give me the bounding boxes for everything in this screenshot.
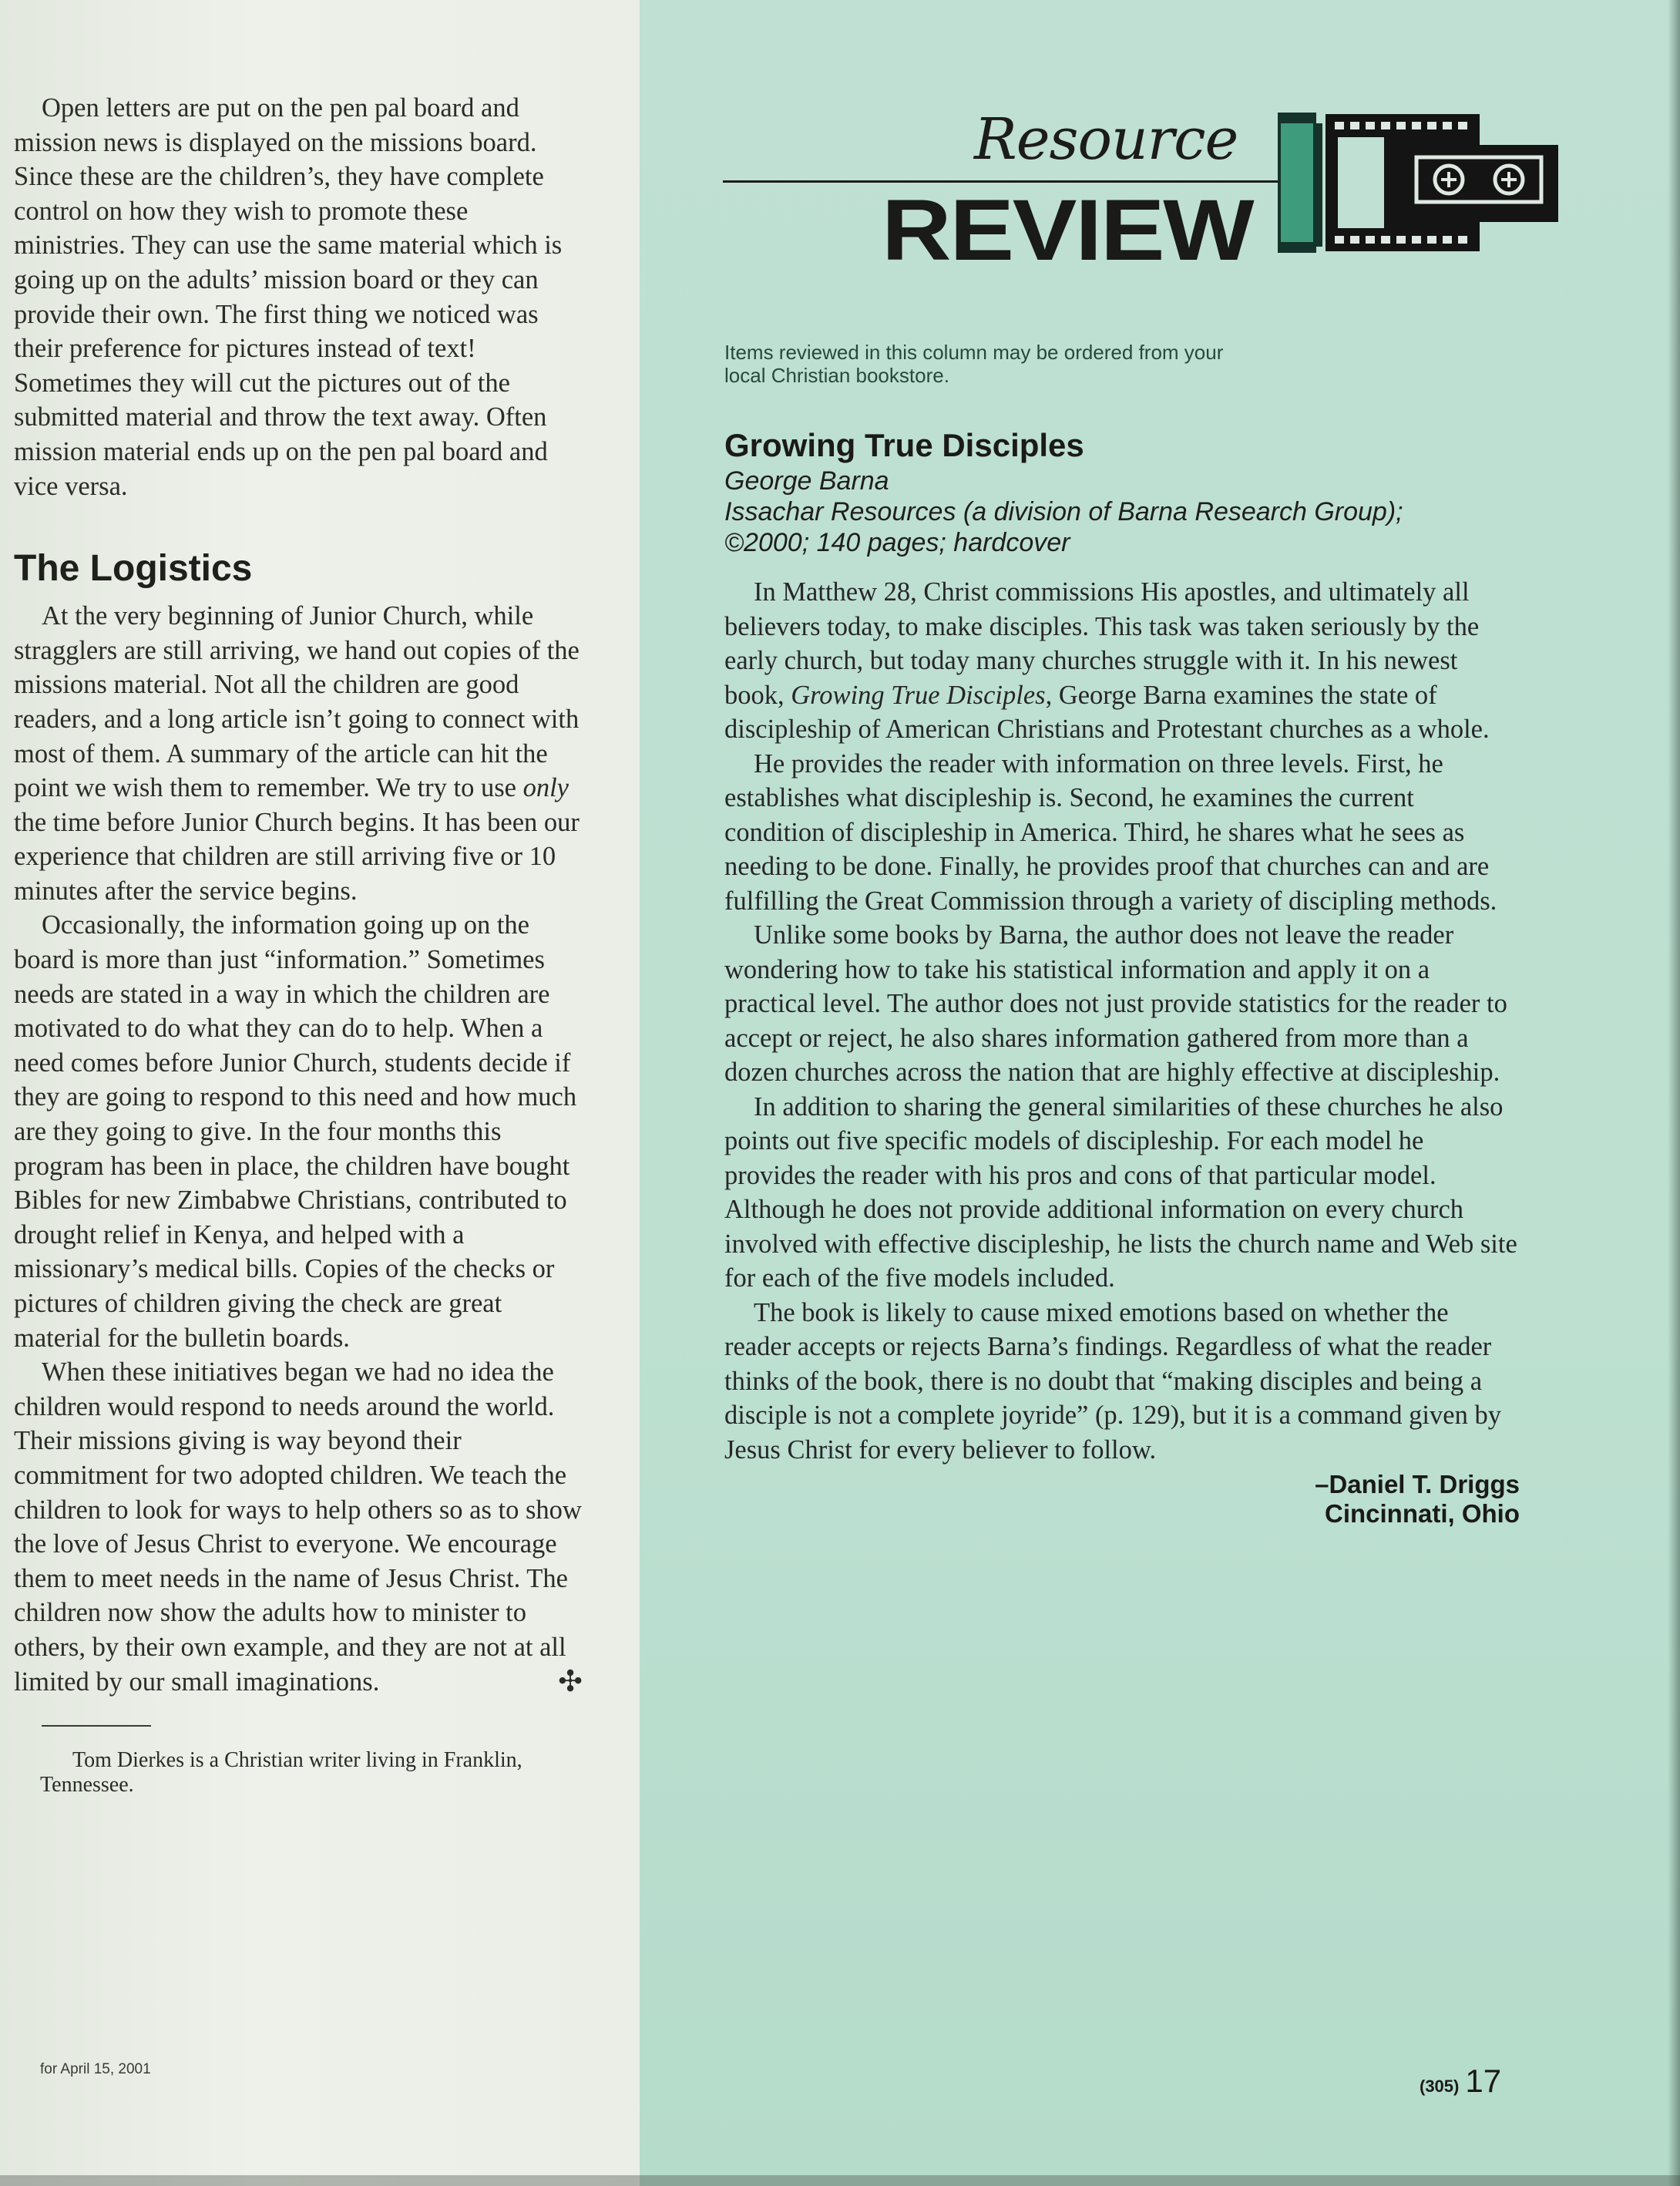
reviewer-name: –Daniel T. Driggs bbox=[1315, 1470, 1520, 1498]
page-bottom-edge bbox=[0, 2175, 1680, 2186]
left-paragraph bbox=[14, 1355, 584, 1699]
review-book-details: ©2000; 140 pages; hardcover bbox=[724, 528, 1070, 557]
page-number bbox=[1420, 2063, 1501, 2100]
reviewer-signature bbox=[724, 1470, 1520, 1529]
text-run: In Matthew 28, Christ commissions His apostles, and ultimately all believers today, to make disciples. This task was taken seriously by the early church, but today many churches struggle with it. In his newest book, bbox=[724, 577, 1480, 710]
section-heading: The Logistics bbox=[14, 548, 253, 590]
review-body bbox=[724, 575, 1520, 1467]
footnote-divider bbox=[42, 1725, 151, 1727]
author-bio: Tom Dierkes is a Christian writer living in Franklin, Tennessee. bbox=[40, 1748, 522, 1798]
page-code: (305) bbox=[1420, 2077, 1460, 2096]
review-intro-note: Items reviewed in this column may be ordered from your local Christian bookstore. bbox=[724, 341, 1224, 387]
review-book-publisher: Issachar Resources (a division of Barna Research Group); bbox=[724, 497, 1403, 526]
left-column bbox=[0, 0, 640, 2186]
text-run: the time before Junior Church begins. It has been our experience that children are still arriving five or 10 minutes after the service begins. bbox=[14, 807, 580, 906]
reviewer-location: Cincinnati, Ohio bbox=[1325, 1499, 1520, 1528]
left-paragraph-intro: Open letters are put on the pen pal board and mission news is displayed on the missions board. Since these are the children’s, they have complete control on how they wish to promote these ministries. They can use the same material which is going up on the adults’ mission board or they can provide their own. The first thing we noticed was their preference for pictures instead of text! Sometimes they will cut the pictures out of the submitted material and throw the text away. Often mission material ends up on the pen pal board and vice versa. bbox=[14, 93, 563, 501]
resource-review-masthead bbox=[723, 106, 1563, 284]
book-review bbox=[724, 425, 1520, 1529]
masthead-review-word: REVIEW bbox=[882, 182, 1253, 278]
left-article bbox=[14, 91, 584, 1798]
review-paragraph bbox=[724, 575, 1520, 747]
left-paragraph: Occasionally, the information going up on the board is more than just “information.” Sometimes needs are stated in a way in which the children are motivated to do what they can do to help. When a need comes before Junior Church, students decide if they are going to respond to this need and how much are they going to give. In the four months this program has been in place, the children have bought Bibles for new Zimbabwe Christians, contributed to drought relief in Kenya, and helped with a missionary’s medical bills. Copies of the checks or pictures of children giving the check are great material for the bulletin boards. bbox=[14, 910, 577, 1353]
end-mark-icon: ✣ bbox=[558, 1665, 583, 1698]
left-paragraph bbox=[14, 599, 584, 908]
issue-date: for April 15, 2001 bbox=[40, 2061, 151, 2077]
text-run: When these initiatives began we had no idea the children would respond to needs around the world. Their missions giving is way beyond their commitment for two adopted children. We teach the children to look for ways to help others so as to show the love of Jesus Christ to everyone. We encourage them to meet needs in the name of Jesus Christ. The children now show the adults how to minister to others, by their own example, and they are not at all limited by our small imaginations. bbox=[14, 1357, 582, 1697]
review-paragraph: The book is likely to cause mixed emotions based on whether the reader accepts or rejects Barna’s findings. Regardless of what the reader thinks of the book, there is no doubt that “making disciples and being a disciple is not a complete joyride” (p. 129), but it is a command given by Jesus Christ for every believer to follow. bbox=[724, 1297, 1501, 1465]
text-run: , George Barna examines the state of discipleship of American Christians and Protestant churches as a whole. bbox=[724, 680, 1490, 744]
text-run: At the very beginning of Junior Church, while stragglers are still arriving, we hand out copies of the missions material. Not all the children are good readers, and a long article isn’t going to connect with most of them. A summary of the article can hit the point we wish them to remember. We try to use bbox=[14, 601, 580, 803]
book-and-film-icon bbox=[1270, 106, 1563, 261]
page-number-value: 17 bbox=[1465, 2063, 1502, 2099]
review-paragraph: He provides the reader with information on three levels. First, he establishes what discipleship is. Second, he examines the current condition of discipleship in America. Third, he shares what he sees as needing to be done. Finally, he provides proof that churches can and are fulfilling the Great Commission through a variety of discipling methods. bbox=[724, 748, 1497, 916]
emphasis-text: only bbox=[522, 773, 569, 803]
page-spine-shadow bbox=[1668, 0, 1680, 2186]
book-title-italic: Growing True Disciples bbox=[791, 680, 1046, 710]
review-paragraph: In addition to sharing the general similarities of these churches he also points out five specific models of discipleship. For each model he provides the reader with his pros and cons of that particular model. Although he does not provide additional information on every church involved with effective discipleship, he lists the church name and Web site for each of the five models included. bbox=[724, 1091, 1517, 1293]
review-book-author: George Barna bbox=[724, 466, 889, 496]
review-book-title: Growing True Disciples bbox=[724, 427, 1084, 463]
review-paragraph: Unlike some books by Barna, the author does not leave the reader wondering how to take his statistical information and apply it on a practical level. The author does not just provide statistics for the reader to accept or reject, he also shares information gathered from more than a dozen churches across the nation that are highly effective at discipleship. bbox=[724, 920, 1507, 1087]
masthead-resource-word: Resource bbox=[974, 106, 1238, 173]
